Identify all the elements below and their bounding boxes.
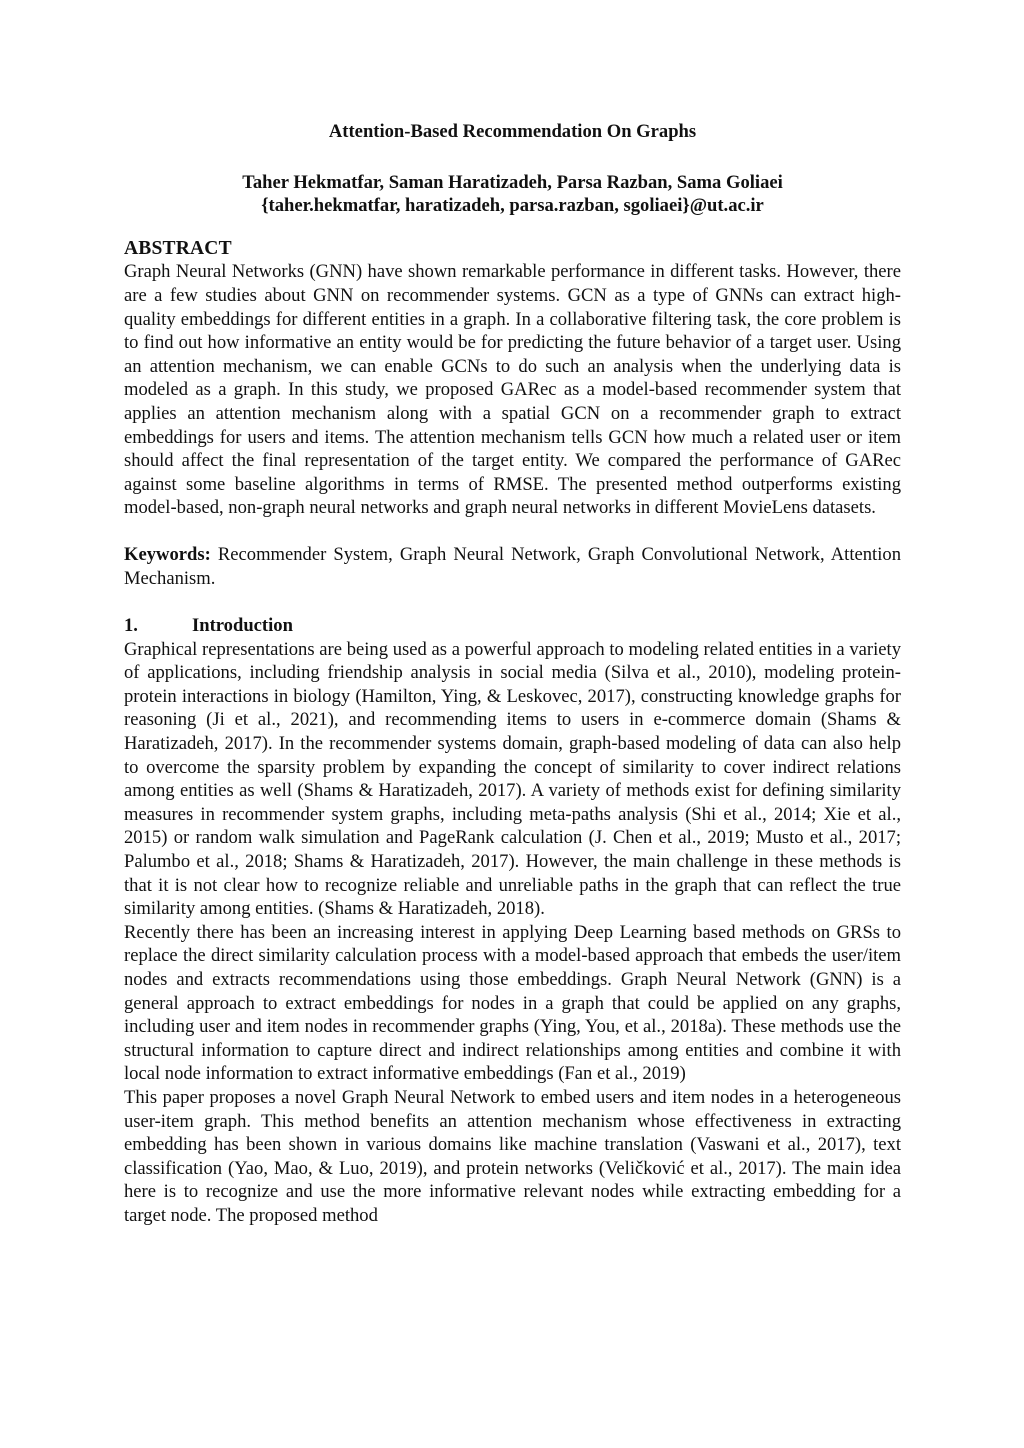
abstract-paragraph: Graph Neural Networks (GNN) have shown remarkable performance in different tasks. However, there are a few studies about GNN on recommender systems. GCN as a type of GNNs can extract high-quality embeddings for different entities in a graph. In a collaborative filtering task, the core problem is to find out how informative an entity would be for predicting the future behavior of a target user. Using an attention mechanism, we can enable GCNs to do such an analysis when the underlying data is modeled as a graph. In this study, we proposed GARec as a model-based recommender system that applies an attention mechanism along with a spatial GCN on a recommender graph to extract embeddings for users and items. The attention mechanism tells GCN how much a related user or item should affect the final representation of the target entity. We compared the performance of GARec against some baseline algorithms in terms of RMSE. The presented method outperforms existing model-based, non-graph neural networks and graph neural networks in different MovieLens datasets.	[124, 261, 901, 519]
author-emails: {taher.hekmatfar, haratizadeh, parsa.razban, sgoliaei}@ut.ac.ir	[261, 195, 764, 217]
author-names: Taher Hekmatfar, Saman Haratizadeh, Parsa Razban, Sama Goliaei	[242, 171, 783, 193]
section-number: 1.	[124, 615, 138, 637]
abstract-heading: ABSTRACT	[124, 237, 232, 259]
keywords-line	[124, 543, 901, 590]
intro-paragraph-1: Graphical representations are being used as a powerful approach to modeling related entities in a variety of applications, including friendship analysis in social media (Silva et al., 2010), modeling protein-protein interactions in biology (Hamilton, Ying, & Leskovec, 2017), constructing knowledge graphs for reasoning (Ji et al., 2021), and recommending items to users in e-commerce domain (Shams & Haratizadeh, 2017). In the recommender systems domain, graph-based modeling of data can also help to overcome the sparsity problem by expanding the concept of similarity to cover indirect relations among entities as well (Shams & Haratizadeh, 2017). A variety of methods exist for defining similarity measures in recommender system graphs, including meta-paths analysis (Shi et al., 2014; Xie et al., 2015) or random walk simulation and PageRank calculation (J. Chen et al., 2019; Musto et al., 2017; Palumbo et al., 2018; Shams & Haratizadeh, 2017). However, the main challenge in these methods is that it is not clear how to recognize reliable and unreliable paths in the graph that can reflect the true similarity among entities. (Shams & Haratizadeh, 2018).	[124, 638, 901, 920]
author-block	[124, 171, 901, 218]
keywords-label: Keywords:	[124, 543, 211, 565]
keywords-text: Recommender System, Graph Neural Network, Graph Convolutional Network, Attention Mechanism.	[124, 543, 901, 589]
section-title: Introduction	[192, 615, 293, 637]
paper-page	[124, 120, 901, 1228]
intro-paragraph-2: Recently there has been an increasing interest in applying Deep Learning based methods on GRSs to replace the direct similarity calculation process with a model-based approach that embeds the user/item nodes and extracts recommendations using those embeddings. Graph Neural Network (GNN) is a general approach to extract embeddings for nodes in a graph that could be applied on any graphs, including user and item nodes in recommender graphs (Ying, You, et al., 2018a). These methods use the structural information to capture direct and indirect relationships among entities and combine it with local node information to extract informative embeddings (Fan et al., 2019)	[124, 921, 901, 1085]
paper-title: Attention-Based Recommendation On Graphs	[328, 121, 697, 142]
section-heading-introduction	[124, 614, 901, 638]
intro-paragraph-3: This paper proposes a novel Graph Neural Network to embed users and item nodes in a heterogeneous user-item graph. This method benefits an attention mechanism whose effectiveness in extracting embedding has been shown in various domains like machine translation (Vaswani et al., 2017), text classification (Yao, Mao, & Luo, 2019), and protein networks (Veličković et al., 2017). The main idea here is to recognize and use the more informative relevant nodes while extracting embedding for a target node. The proposed method	[124, 1086, 901, 1226]
